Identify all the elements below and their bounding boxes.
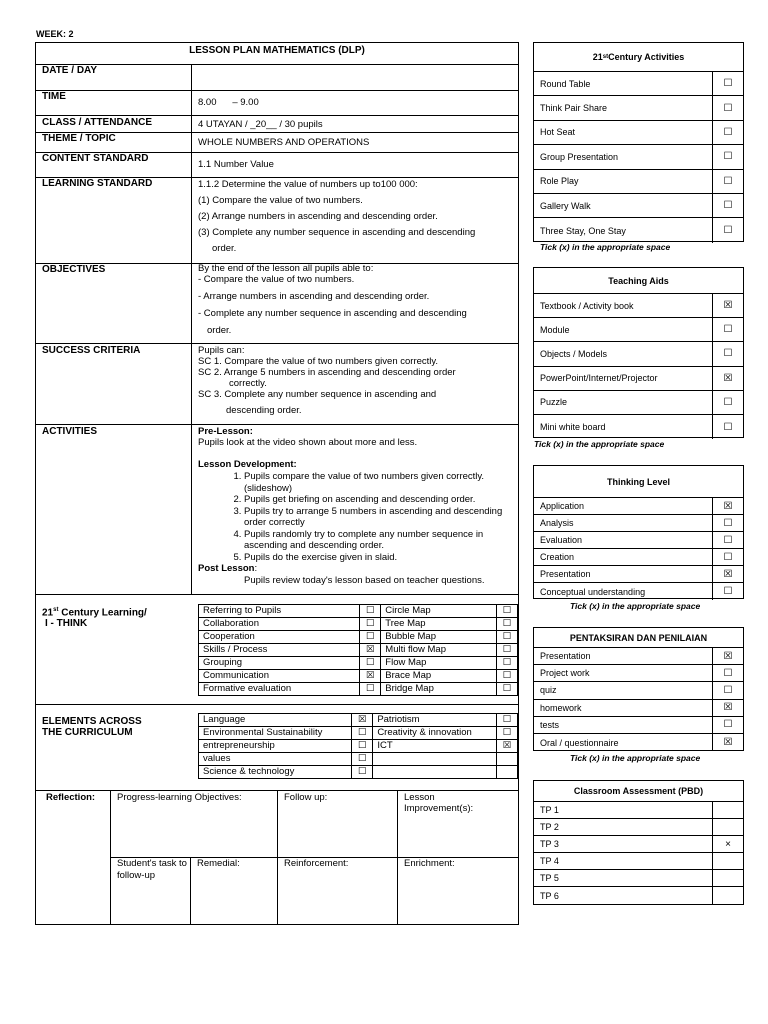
checkbox[interactable]: ☐: [360, 631, 381, 644]
century-learning-label: [42, 605, 147, 629]
checkbox[interactable]: ☐: [712, 72, 743, 95]
checklist-item-label: Gallery Walk: [540, 200, 591, 211]
checklist-item-label: PowerPoint/Internet/Projector: [540, 373, 658, 384]
checklist-item-label: Project work: [540, 668, 590, 679]
checklist-item-label: homework: [540, 702, 582, 713]
grid-cell-label: Cooperation: [199, 631, 360, 644]
checklist-item-label: tests: [540, 719, 560, 730]
grid-cell-label: Multi flow Map: [381, 644, 497, 657]
checklist-item-label: Hot Seat: [540, 127, 576, 138]
checklist-item-label: Objects / Models: [540, 348, 608, 359]
checkbox[interactable]: ☐: [497, 631, 518, 644]
grid-cell-label: Skills / Process: [199, 644, 360, 657]
content-standard-value: 1.1 Number Value: [198, 159, 274, 170]
checklist-item: [534, 853, 743, 870]
grid-cell-label: Science & technology: [199, 766, 352, 779]
development-step: 4. Pupils randomly try to complete any number sequence in ascending and descending order.: [244, 529, 512, 552]
pbd-box: [533, 780, 744, 905]
checklist-item-label: Presentation: [540, 651, 591, 662]
follow-up-label: Follow up:: [284, 792, 328, 803]
checklist-item-label: Textbook / Activity book: [540, 300, 634, 311]
pre-lesson-text: Pupils look at the video shown about more and less.: [198, 437, 418, 448]
checklist-item-label: Conceptual understanding: [540, 586, 646, 597]
objective-line: - Arrange numbers in ascending and descending order.: [198, 291, 430, 302]
checkbox[interactable]: ☒: [712, 700, 743, 716]
teaching-aids-list: [534, 294, 743, 439]
objectives-row: [36, 264, 518, 344]
grid-cell-label: Bubble Map: [381, 631, 497, 644]
checklist-item: [534, 665, 743, 682]
page-title: LESSON PLAN MATHEMATICS (DLP): [189, 45, 365, 56]
checklist-item-label: TP 2: [540, 822, 559, 832]
lesson-development-heading: Lesson Development:: [198, 459, 297, 470]
lesson-improvement-label: Lesson Improvement(s):: [404, 792, 474, 814]
checkbox[interactable]: [712, 819, 743, 835]
grid-row: [199, 605, 518, 618]
checklist-item: [534, 682, 743, 699]
checkbox[interactable]: ☐: [360, 605, 381, 618]
checklist-item-label: Oral / questionnaire: [540, 737, 619, 748]
development-step: 5. Pupils do the exercise given in slaid.: [244, 552, 512, 564]
grid-row: [199, 766, 518, 779]
learning-standard-list: [198, 179, 475, 255]
checklist-item: [534, 415, 743, 439]
elements-across-grid: [198, 713, 518, 779]
checklist-item: [534, 515, 743, 532]
grid-row: [199, 618, 518, 631]
ca-title-sup: st: [602, 54, 609, 60]
century-learning-row: [36, 595, 518, 705]
checkbox[interactable]: ☐: [712, 665, 743, 681]
checklist-item: [534, 734, 743, 751]
checkbox[interactable]: ☐: [497, 714, 518, 727]
grid-row: [199, 631, 518, 644]
theme-label: THEME / TOPIC: [42, 133, 116, 144]
grid-cell-label: [373, 766, 497, 779]
grid-cell-label: Bridge Map: [381, 683, 497, 696]
checklist-item-label: Mini white board: [540, 422, 606, 433]
reflection-label: Reflection:: [46, 792, 96, 803]
checklist-item: [534, 342, 743, 366]
checklist-item: [534, 498, 743, 515]
checklist-item: [534, 700, 743, 717]
checklist-item-label: Creation: [540, 552, 575, 562]
century-activities-note: Tick (x) in the appropriate space: [540, 242, 671, 252]
grid-row: [199, 740, 518, 753]
pbd-list: [534, 802, 743, 904]
learning-line: (1) Compare the value of two numbers.: [198, 195, 363, 206]
grid-row: [199, 727, 518, 740]
grid-cell-label: ICT: [373, 740, 497, 753]
checkbox[interactable]: ☐: [712, 318, 743, 341]
assessment-note: Tick (x) in the appropriate space: [570, 753, 701, 763]
checklist-item: [534, 391, 743, 415]
century-label-text: Century Learning/: [58, 607, 147, 619]
elements-across-row: [36, 705, 518, 791]
checkbox[interactable]: ☐: [497, 618, 518, 631]
checklist-item: [534, 648, 743, 665]
checkbox[interactable]: ☐: [712, 145, 743, 168]
checkbox[interactable]: ☐: [497, 670, 518, 683]
post-lesson-colon: :: [254, 563, 258, 574]
class-row: [36, 116, 518, 133]
objectives-list: [198, 264, 467, 337]
century-activities-title: [534, 43, 743, 72]
checkbox[interactable]: ☐: [712, 682, 743, 698]
grid-cell-label: Grouping: [199, 657, 360, 670]
learning-line: (2) Arrange numbers in ascending and descending order.: [198, 211, 438, 222]
activities-content: [198, 426, 512, 587]
eac-label-line2: THE CURRICULUM: [42, 727, 133, 738]
checkbox[interactable]: ×: [712, 836, 743, 852]
checkbox[interactable]: ☐: [712, 218, 743, 242]
checkbox[interactable]: ☒: [360, 644, 381, 657]
checkbox[interactable]: ☒: [712, 566, 743, 582]
checkbox[interactable]: ☐: [712, 170, 743, 193]
theme-row: [36, 133, 518, 153]
checklist-item-label: Round Table: [540, 78, 591, 89]
progress-objectives-label: Progress-learning Objectives:: [117, 792, 242, 803]
checkbox[interactable]: ☐: [360, 683, 381, 696]
ca-title-num: 21: [592, 52, 603, 62]
checklist-item: [534, 887, 743, 904]
learning-line: (3) Complete any number sequence in ascending and descending: [198, 227, 476, 238]
date-row: [36, 65, 518, 91]
content-standard-row: [36, 153, 518, 178]
grid-cell-label: values: [199, 753, 352, 766]
grid-cell-label: Communication: [199, 670, 360, 683]
century-learning-grid: [198, 604, 518, 696]
activities-label: ACTIVITIES: [42, 426, 98, 437]
grid-cell-label: Language: [199, 714, 352, 727]
enrichment-label: Enrichment:: [404, 858, 455, 869]
checkbox[interactable]: ☐: [712, 532, 743, 548]
students-task-label: Student's task to follow-up: [117, 858, 187, 881]
century-label-sup: st: [53, 607, 59, 613]
teaching-aids-note: Tick (x) in the appropriate space: [534, 439, 665, 449]
checklist-item: [534, 145, 743, 169]
grid-cell-label: Environmental Sustainability: [199, 727, 352, 740]
checkbox[interactable]: ☐: [712, 549, 743, 565]
learning-standard-label: LEARNING STANDARD: [42, 178, 153, 189]
checklist-item-label: Three Stay, One Stay: [540, 225, 626, 236]
checkbox[interactable]: ☒: [712, 498, 743, 514]
checklist-item: [534, 532, 743, 549]
checklist-item-label: Think Pair Share: [540, 103, 608, 114]
checkbox[interactable]: ☐: [712, 96, 743, 119]
success-criteria-label: SUCCESS CRITERIA: [42, 345, 141, 356]
success-criteria-row: [36, 344, 518, 425]
criteria-line: Pupils can:: [198, 345, 245, 356]
checklist-item-label: Application: [540, 501, 585, 511]
checklist-item-label: Role Play: [540, 176, 579, 187]
checklist-item: [534, 72, 743, 96]
development-step: 2. Pupils get briefing on ascending and descending order.: [244, 494, 512, 506]
checklist-item: [534, 294, 743, 318]
checkbox[interactable]: ☒: [712, 367, 743, 390]
checkbox[interactable]: ☐: [712, 194, 743, 217]
thinking-level-title: Thinking Level: [534, 466, 743, 498]
checklist-item: [534, 549, 743, 566]
checkbox[interactable]: ☐: [497, 727, 518, 740]
objective-line: - Compare the value of two numbers.: [198, 274, 355, 285]
checkbox[interactable]: ☒: [497, 740, 518, 753]
time-label: TIME: [42, 91, 66, 102]
learning-line: 1.1.2 Determine the value of numbers up to100 000:: [198, 179, 418, 190]
checkbox[interactable]: ☐: [497, 657, 518, 670]
grid-cell-label: entrepreneurship: [199, 740, 352, 753]
checklist-item-label: Evaluation: [540, 535, 583, 545]
checkbox[interactable]: [712, 853, 743, 869]
checklist-item: [534, 819, 743, 836]
teaching-aids-title: Teaching Aids: [534, 268, 743, 294]
grid-row: [199, 670, 518, 683]
checkbox[interactable]: ☒: [712, 294, 743, 317]
checklist-item: [534, 717, 743, 734]
checkbox[interactable]: [712, 870, 743, 886]
checkbox[interactable]: ☐: [712, 415, 743, 439]
checklist-item-label: TP 1: [540, 805, 559, 815]
class-label: CLASS / ATTENDANCE: [42, 117, 152, 128]
post-lesson-text: Pupils review today's lesson based on teacher questions.: [244, 575, 485, 586]
class-value: 4 UTAYAN / _20__ / 30 pupils: [198, 119, 323, 130]
thinking-level-list: [534, 498, 743, 600]
checklist-item-label: TP 5: [540, 873, 559, 883]
grid-row: [199, 753, 518, 766]
grid-row: [199, 644, 518, 657]
success-criteria-list: [198, 345, 456, 416]
century-activities-list: [534, 72, 743, 243]
checklist-item: [534, 367, 743, 391]
checklist-item-label: Group Presentation: [540, 151, 619, 162]
assessment-list: [534, 648, 743, 751]
checkbox[interactable]: ☐: [352, 740, 373, 753]
criteria-line: descending order.: [226, 405, 302, 416]
checklist-item: [534, 218, 743, 242]
checklist-item: [534, 96, 743, 120]
ca-title-text: Century Activities: [608, 52, 685, 62]
objective-line: By the end of the lesson all pupils able to:: [198, 263, 374, 274]
checklist-item-label: Module: [540, 324, 570, 335]
grid-cell-label: Creativity & innovation: [373, 727, 497, 740]
grid-row: [199, 714, 518, 727]
time-row: [36, 91, 518, 116]
checkbox[interactable]: ☐: [352, 727, 373, 740]
objective-line: order.: [207, 325, 232, 336]
checklist-item-label: Puzzle: [540, 397, 568, 408]
checklist-item-label: Analysis: [540, 518, 574, 528]
learning-line: order.: [212, 243, 237, 254]
checkbox[interactable]: ☐: [360, 618, 381, 631]
century-label-number: 21: [42, 607, 54, 619]
grid-cell-label: Patriotism: [373, 714, 497, 727]
checkbox[interactable]: [497, 753, 518, 766]
checklist-item-label: Presentation: [540, 569, 591, 579]
objective-line: - Complete any number sequence in ascending and descending: [198, 308, 467, 319]
checklist-item: [534, 121, 743, 145]
grid-cell-label: Referring to Pupils: [199, 605, 360, 618]
checkbox[interactable]: ☐: [712, 583, 743, 600]
development-step: 3. Pupils try to arrange 5 numbers in ascending and descending order correctly: [244, 506, 512, 529]
grid-cell-label: [373, 753, 497, 766]
checkbox[interactable]: [497, 766, 518, 779]
checkbox[interactable]: ☐: [352, 766, 373, 779]
post-lesson-heading-line: [198, 563, 512, 575]
checkbox[interactable]: ☒: [360, 670, 381, 683]
checkbox[interactable]: ☐: [497, 683, 518, 696]
grid-row: [199, 683, 518, 696]
checklist-item: [534, 870, 743, 887]
lesson-development-list: [198, 471, 512, 563]
checkbox[interactable]: ☐: [360, 657, 381, 670]
checkbox[interactable]: ☐: [712, 121, 743, 144]
date-label: DATE / DAY: [42, 65, 98, 76]
time-value: 8.00 – 9.00: [198, 97, 259, 108]
grid-cell-label: Circle Map: [381, 605, 497, 618]
checkbox[interactable]: ☐: [712, 342, 743, 365]
grid-cell-label: Formative evaluation: [199, 683, 360, 696]
grid-cell-label: Flow Map: [381, 657, 497, 670]
century-activities-box: [533, 42, 744, 242]
lesson-plan-table: [35, 42, 519, 925]
thinking-level-note: Tick (x) in the appropriate space: [570, 601, 701, 611]
checklist-item: [534, 802, 743, 819]
checklist-item-label: TP 4: [540, 856, 559, 866]
checkbox[interactable]: ☐: [497, 644, 518, 657]
learning-standard-row: [36, 178, 518, 264]
assessment-box: [533, 627, 744, 751]
title-row: [36, 43, 518, 65]
checklist-item: [534, 170, 743, 194]
checkbox[interactable]: ☒: [712, 648, 743, 664]
checklist-item: [534, 318, 743, 342]
teaching-aids-box: [533, 267, 744, 438]
post-lesson-heading: Post Lesson: [198, 563, 255, 574]
checkbox[interactable]: [712, 802, 743, 818]
reinforcement-label: Reinforcement:: [284, 858, 349, 869]
checklist-item: [534, 583, 743, 600]
remedial-label: Remedial:: [197, 858, 240, 869]
grid-cell-label: Collaboration: [199, 618, 360, 631]
criteria-line: SC 1. Compare the value of two numbers given correctly.: [198, 356, 439, 367]
checklist-item: [534, 566, 743, 583]
ithink-label: I - THINK: [45, 618, 88, 630]
checkbox[interactable]: ☐: [712, 717, 743, 733]
checkbox[interactable]: ☐: [712, 391, 743, 414]
criteria-line: correctly.: [229, 378, 267, 389]
grid-row: [199, 657, 518, 670]
checkbox[interactable]: ☒: [712, 734, 743, 751]
criteria-line: SC 2. Arrange 5 numbers in ascending and descending order: [198, 367, 456, 378]
development-step: 1. Pupils compare the value of two numbers given correctly. (slideshow): [244, 471, 512, 494]
pbd-title: Classroom Assessment (PBD): [534, 781, 743, 802]
checkbox[interactable]: ☐: [497, 605, 518, 618]
checklist-item-label: TP 6: [540, 890, 559, 901]
elements-across-label: [42, 716, 142, 738]
grid-cell-label: Brace Map: [381, 670, 497, 683]
checklist-item: [534, 194, 743, 218]
eac-label-line1: ELEMENTS ACROSS: [42, 716, 142, 727]
checklist-item-label: TP 3: [540, 839, 559, 849]
content-standard-label: CONTENT STANDARD: [42, 153, 149, 164]
checklist-item-label: quiz: [540, 685, 557, 696]
reflection-section: [36, 791, 518, 924]
pre-lesson-heading: Pre-Lesson:: [198, 426, 253, 437]
checklist-item: [534, 836, 743, 853]
criteria-line: SC 3. Complete any number sequence in ascending and: [198, 389, 437, 400]
checkbox[interactable]: [712, 887, 743, 904]
checkbox[interactable]: ☒: [352, 714, 373, 727]
objectives-label: OBJECTIVES: [42, 264, 106, 275]
checkbox[interactable]: ☐: [352, 753, 373, 766]
assessment-title: PENTAKSIRAN DAN PENILAIAN: [534, 628, 743, 648]
activities-row: [36, 425, 518, 595]
week-label: WEEK: 2: [36, 29, 74, 39]
theme-value: WHOLE NUMBERS AND OPERATIONS: [198, 137, 370, 148]
thinking-level-box: [533, 465, 744, 599]
grid-cell-label: Tree Map: [381, 618, 497, 631]
checkbox[interactable]: ☐: [712, 515, 743, 531]
